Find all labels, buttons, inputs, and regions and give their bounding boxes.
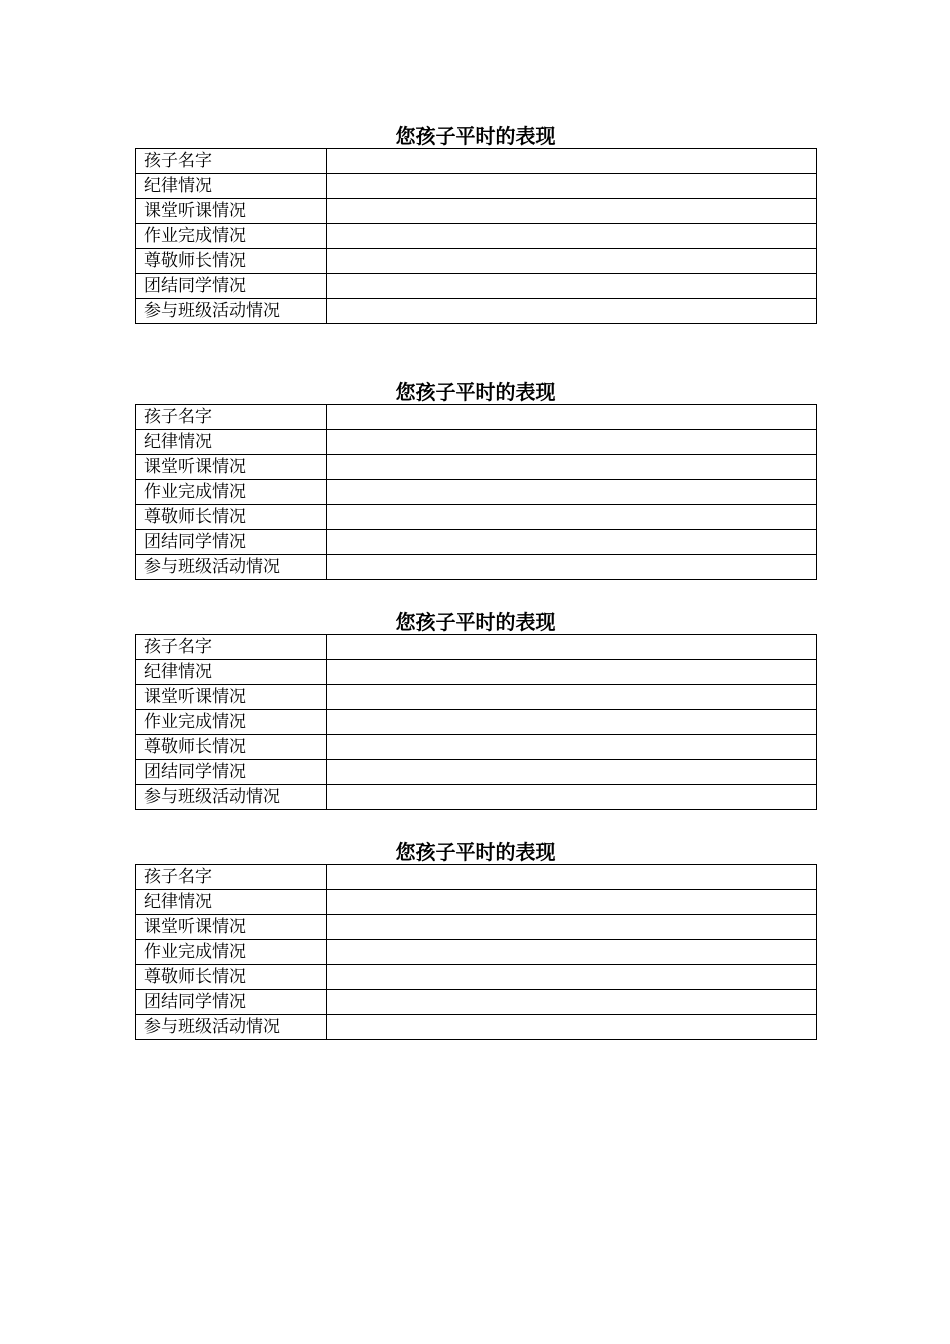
row-value-field[interactable] <box>327 940 817 965</box>
row-label: 作业完成情况 <box>136 940 327 965</box>
form-title: 您孩子平时的表现 <box>395 380 556 404</box>
row-label: 纪律情况 <box>136 430 327 455</box>
row-label: 孩子名字 <box>136 149 327 174</box>
row-label: 纪律情况 <box>136 174 327 199</box>
row-label: 尊敬师长情况 <box>136 249 327 274</box>
row-label: 参与班级活动情况 <box>136 1015 327 1040</box>
table-row <box>136 685 817 710</box>
row-label: 纪律情况 <box>136 660 327 685</box>
row-label: 课堂听课情况 <box>136 199 327 224</box>
form-title: 您孩子平时的表现 <box>395 610 556 634</box>
row-label: 课堂听课情况 <box>136 455 327 480</box>
row-label: 尊敬师长情况 <box>136 965 327 990</box>
table-row <box>136 149 817 174</box>
row-label: 作业完成情况 <box>136 480 327 505</box>
row-label: 团结同学情况 <box>136 760 327 785</box>
row-value-field[interactable] <box>327 405 817 430</box>
row-value-field[interactable] <box>327 505 817 530</box>
table-row <box>136 915 817 940</box>
table-row <box>136 760 817 785</box>
table-row <box>136 940 817 965</box>
row-value-field[interactable] <box>327 149 817 174</box>
table-row <box>136 430 817 455</box>
table-row <box>136 480 817 505</box>
row-value-field[interactable] <box>327 735 817 760</box>
row-label: 尊敬师长情况 <box>136 505 327 530</box>
form-title: 您孩子平时的表现 <box>395 124 556 148</box>
form-block-2 <box>135 380 816 580</box>
row-label: 参与班级活动情况 <box>136 555 327 580</box>
row-value-field[interactable] <box>327 530 817 555</box>
row-value-field[interactable] <box>327 635 817 660</box>
row-value-field[interactable] <box>327 174 817 199</box>
row-value-field[interactable] <box>327 865 817 890</box>
form-title: 您孩子平时的表现 <box>395 840 556 864</box>
row-value-field[interactable] <box>327 249 817 274</box>
row-value-field[interactable] <box>327 760 817 785</box>
form-block-4 <box>135 840 816 1040</box>
row-value-field[interactable] <box>327 710 817 735</box>
row-value-field[interactable] <box>327 660 817 685</box>
table-row <box>136 710 817 735</box>
row-value-field[interactable] <box>327 1015 817 1040</box>
row-value-field[interactable] <box>327 685 817 710</box>
row-value-field[interactable] <box>327 480 817 505</box>
row-value-field[interactable] <box>327 965 817 990</box>
row-value-field[interactable] <box>327 299 817 324</box>
table-row <box>136 660 817 685</box>
table-row <box>136 224 817 249</box>
row-label: 参与班级活动情况 <box>136 299 327 324</box>
table-row <box>136 199 817 224</box>
row-label: 孩子名字 <box>136 405 327 430</box>
table-row <box>136 405 817 430</box>
form-table <box>135 634 817 810</box>
table-row <box>136 455 817 480</box>
form-table <box>135 864 817 1040</box>
table-row <box>136 249 817 274</box>
table-row <box>136 1015 817 1040</box>
row-value-field[interactable] <box>327 915 817 940</box>
row-value-field[interactable] <box>327 274 817 299</box>
form-block-1 <box>135 124 816 324</box>
row-label: 作业完成情况 <box>136 224 327 249</box>
row-label: 团结同学情况 <box>136 990 327 1015</box>
form-block-3 <box>135 610 816 810</box>
row-value-field[interactable] <box>327 430 817 455</box>
table-row <box>136 735 817 760</box>
row-label: 课堂听课情况 <box>136 915 327 940</box>
table-row <box>136 635 817 660</box>
table-row <box>136 965 817 990</box>
row-label: 纪律情况 <box>136 890 327 915</box>
table-row <box>136 865 817 890</box>
row-label: 孩子名字 <box>136 865 327 890</box>
table-row <box>136 530 817 555</box>
row-value-field[interactable] <box>327 455 817 480</box>
row-label: 团结同学情况 <box>136 530 327 555</box>
row-label: 参与班级活动情况 <box>136 785 327 810</box>
row-value-field[interactable] <box>327 890 817 915</box>
form-table <box>135 148 817 324</box>
table-row <box>136 990 817 1015</box>
row-value-field[interactable] <box>327 990 817 1015</box>
table-row <box>136 555 817 580</box>
row-label: 课堂听课情况 <box>136 685 327 710</box>
table-row <box>136 299 817 324</box>
table-row <box>136 785 817 810</box>
row-value-field[interactable] <box>327 555 817 580</box>
table-row <box>136 890 817 915</box>
row-label: 作业完成情况 <box>136 710 327 735</box>
row-value-field[interactable] <box>327 199 817 224</box>
row-label: 尊敬师长情况 <box>136 735 327 760</box>
row-value-field[interactable] <box>327 785 817 810</box>
table-row <box>136 274 817 299</box>
row-label: 团结同学情况 <box>136 274 327 299</box>
form-table <box>135 404 817 580</box>
row-value-field[interactable] <box>327 224 817 249</box>
table-row <box>136 174 817 199</box>
row-label: 孩子名字 <box>136 635 327 660</box>
table-row <box>136 505 817 530</box>
